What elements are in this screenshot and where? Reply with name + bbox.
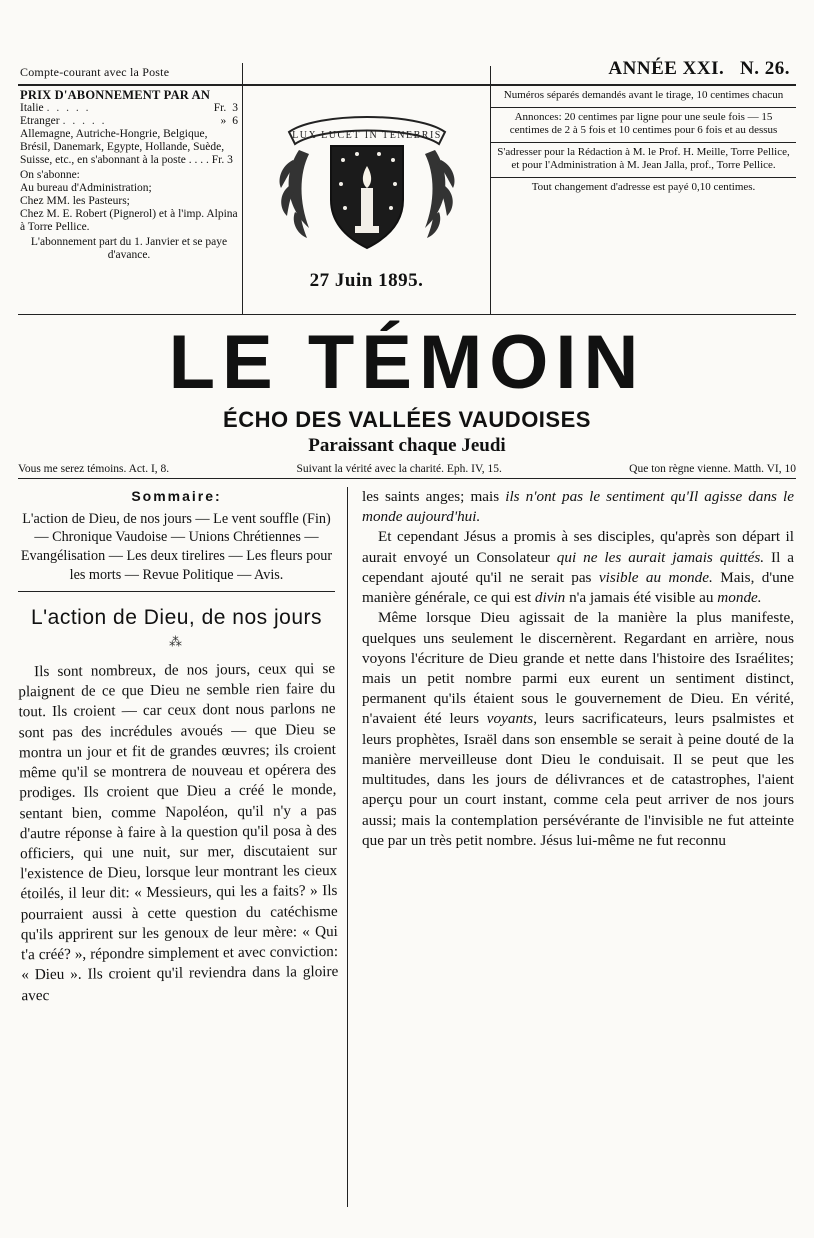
abonne-line-3: Chez M. E. Robert (Pignerol) et à l'imp. Alpina à Torre Pellice. [20,208,238,233]
bible-verses [18,463,796,479]
price-currency: » [220,115,227,128]
prix-title: PRIX D'ABONNEMENT PAR AN [20,88,211,102]
price-dots: . . . . . [46,102,91,115]
page-title: LE TÉMOIN [168,320,646,405]
page-subtitle: ÉCHO DES VALLÉES VAUDOISES [223,407,591,432]
notice-changement-adresse: Tout changement d'adresse est payé 0,10 centimes. [531,180,756,193]
ornament-divider: ⁂ [169,634,184,650]
price-country: Etranger [20,115,60,128]
right-paragraph-3: Même lorsque Dieu agissait de la manière la plus manifeste, quelques uns seulement le discernèrent. Regardant en arrière, nous voyons l'écriture de Dieu grande et nette dans l'histoire des Israélites; mais un petit nombre parmi eux eurent un sentiment distinct, permanent qu'ils étaient sous le gouvernement de Dieu. En vérité, n'avaient été leurs voyants, leurs sacrificateurs, leurs psalmistes et leurs prophètes, Israël dans son ensemble se serait à peine douté de la manière merveilleuse dont Dieu le conduisait. Il se peut que les multitudes, dans les jours de délivrances et de catastrophes, l'aient aperçu pour un court instant, comme cela peut arriver de nos jours aussi; mais la contemplation persévérante de l'invisible ne fut atteinte que par un très petit nombre. Jésus lui-même ne fut reconnu [362,609,795,849]
lux-lucet-emblem-icon [247,88,487,266]
masthead [18,85,796,315]
price-dots: . . . . . [62,115,107,128]
right-paragraph-2: Et cependant Jésus a promis à ses disciples, qu'après son départ il aurait envoyé un Consolateur qui ne les aurait jamais quittés. Il a cependant ajouté qu'il ne serait pas visible au monde. Mais, d'une manière générale, ce qui est divin n'a jamais été visible au monde. [362,528,795,607]
title-block [18,315,796,457]
abonne-line-1: Au bureau d'Administration; [20,182,152,195]
price-row-italie [20,102,238,115]
abonnement-note: L'abonnement part du 1. Janvier et se paye d'avance. [30,235,228,261]
emblem-cell [243,86,491,314]
notice-adresser: S'adresser pour la Rédaction à M. le Prof. H. Meille, Torre Pellice, et pour l'Administration à M. Jean Jalla, prof., Torre Pellice. [491,143,796,178]
annee-label: ANNÉE XXI. [608,58,725,79]
masthead-center-spacer [243,66,491,84]
article-title: L'action de Dieu, de nos jours [30,605,322,629]
body-columns [18,487,796,1207]
price-amount: 3 [232,102,238,115]
masthead-top-row [18,56,796,85]
right-paragraph-1: les saints anges; mais ils n'ont pas le sentiment qu'Il agisse dans le monde aujourd'hui. [362,488,794,526]
issue-date: 27 Juin 1895. [309,270,424,291]
annee-numero-cell [491,56,796,84]
compte-courant-cell [18,63,243,84]
compte-courant-text: Compte-courant avec la Poste [20,65,170,79]
numero-label: N. 26. [740,58,790,79]
svg-text:LUX LUCET IN TENEBRIS: LUX LUCET IN TENEBRIS [291,130,442,141]
page-frequency: Paraissant chaque Jeudi [308,435,506,456]
verse-left: Vous me serez témoins. Act. I, 8. [18,463,170,475]
price-row-etranger [20,115,238,128]
column-right [348,487,794,1207]
countries-note: Allemagne, Autriche-Hongrie, Belgique, Brésil, Danemark, Egypte, Hollande, Suède, Suisse, etc., en s'abonnant à la poste . . . . Fr. 3 [20,128,233,167]
verse-right: Que ton règne vienne. Matth. VI, 10 [629,463,796,475]
notices-cell [491,86,796,314]
verse-center: Suivant la vérité avec la charité. Eph. IV, 15. [296,463,502,475]
abonne-line-2: Chez MM. les Pasteurs; [20,195,130,208]
sommaire-text: L'action de Dieu, de nos jours — Le vent souffle (Fin) — Chronique Vaudoise — Unions Chrétiennes — Evangélisation — Les deux tirelires — Les fleurs pour les morts — Revue Politique — Avis. [18,510,335,592]
emblem [243,86,490,268]
notice-annonces: Annonces: 20 centimes par ligne pour une seule fois — 15 centimes de 2 à 5 fois et 10 centimes pour 6 fois et au dessus [491,108,796,143]
subscription-info [18,86,243,314]
sommaire-heading: Sommaire: [131,488,222,504]
abonne-title: On s'abonne: [20,169,80,182]
notice-numeros: Numéros séparés demandés avant le tirage, 10 centimes chacun [491,86,796,108]
annee-numero-text [491,56,796,84]
price-amount: 6 [232,115,238,128]
price-country: Italie [20,102,44,115]
price-currency: Fr. [213,102,227,115]
article-paragraph: Ils sont nombreux, de nos jours, ceux qui se plaignent de ce que Dieu ne semble rien faire du tout. Ils croient — car ceux dont nous parlons ne sont pas des incrédules avoués — que Dieu se montra un jour et fit de grandes œuvres; ils croient même qu'il se montrera de nouveau et opérera des prodiges. Ils croient que Dieu a créé le monde, sentant bien, comme Napoléon, qu'il n'y a pas d'autre réponse à faire à la question qu'il posa à des officiers, qui une nuit, sur mer, discutaient sur l'existence de Dieu, lorsque leur montrant les cieux étoilés, il leur dit: « Messieurs, qui les a faits? » Ils pourraient aussi à cette question du catéchisme qu'ils apprirent sur les genoux de leur mère: « Qui t'a créé? », répondre simplement et avec conviction: « Dieu ». Ils croient qu'il reviendra dans la gloire avec [18,659,339,1004]
column-left [18,487,348,1207]
